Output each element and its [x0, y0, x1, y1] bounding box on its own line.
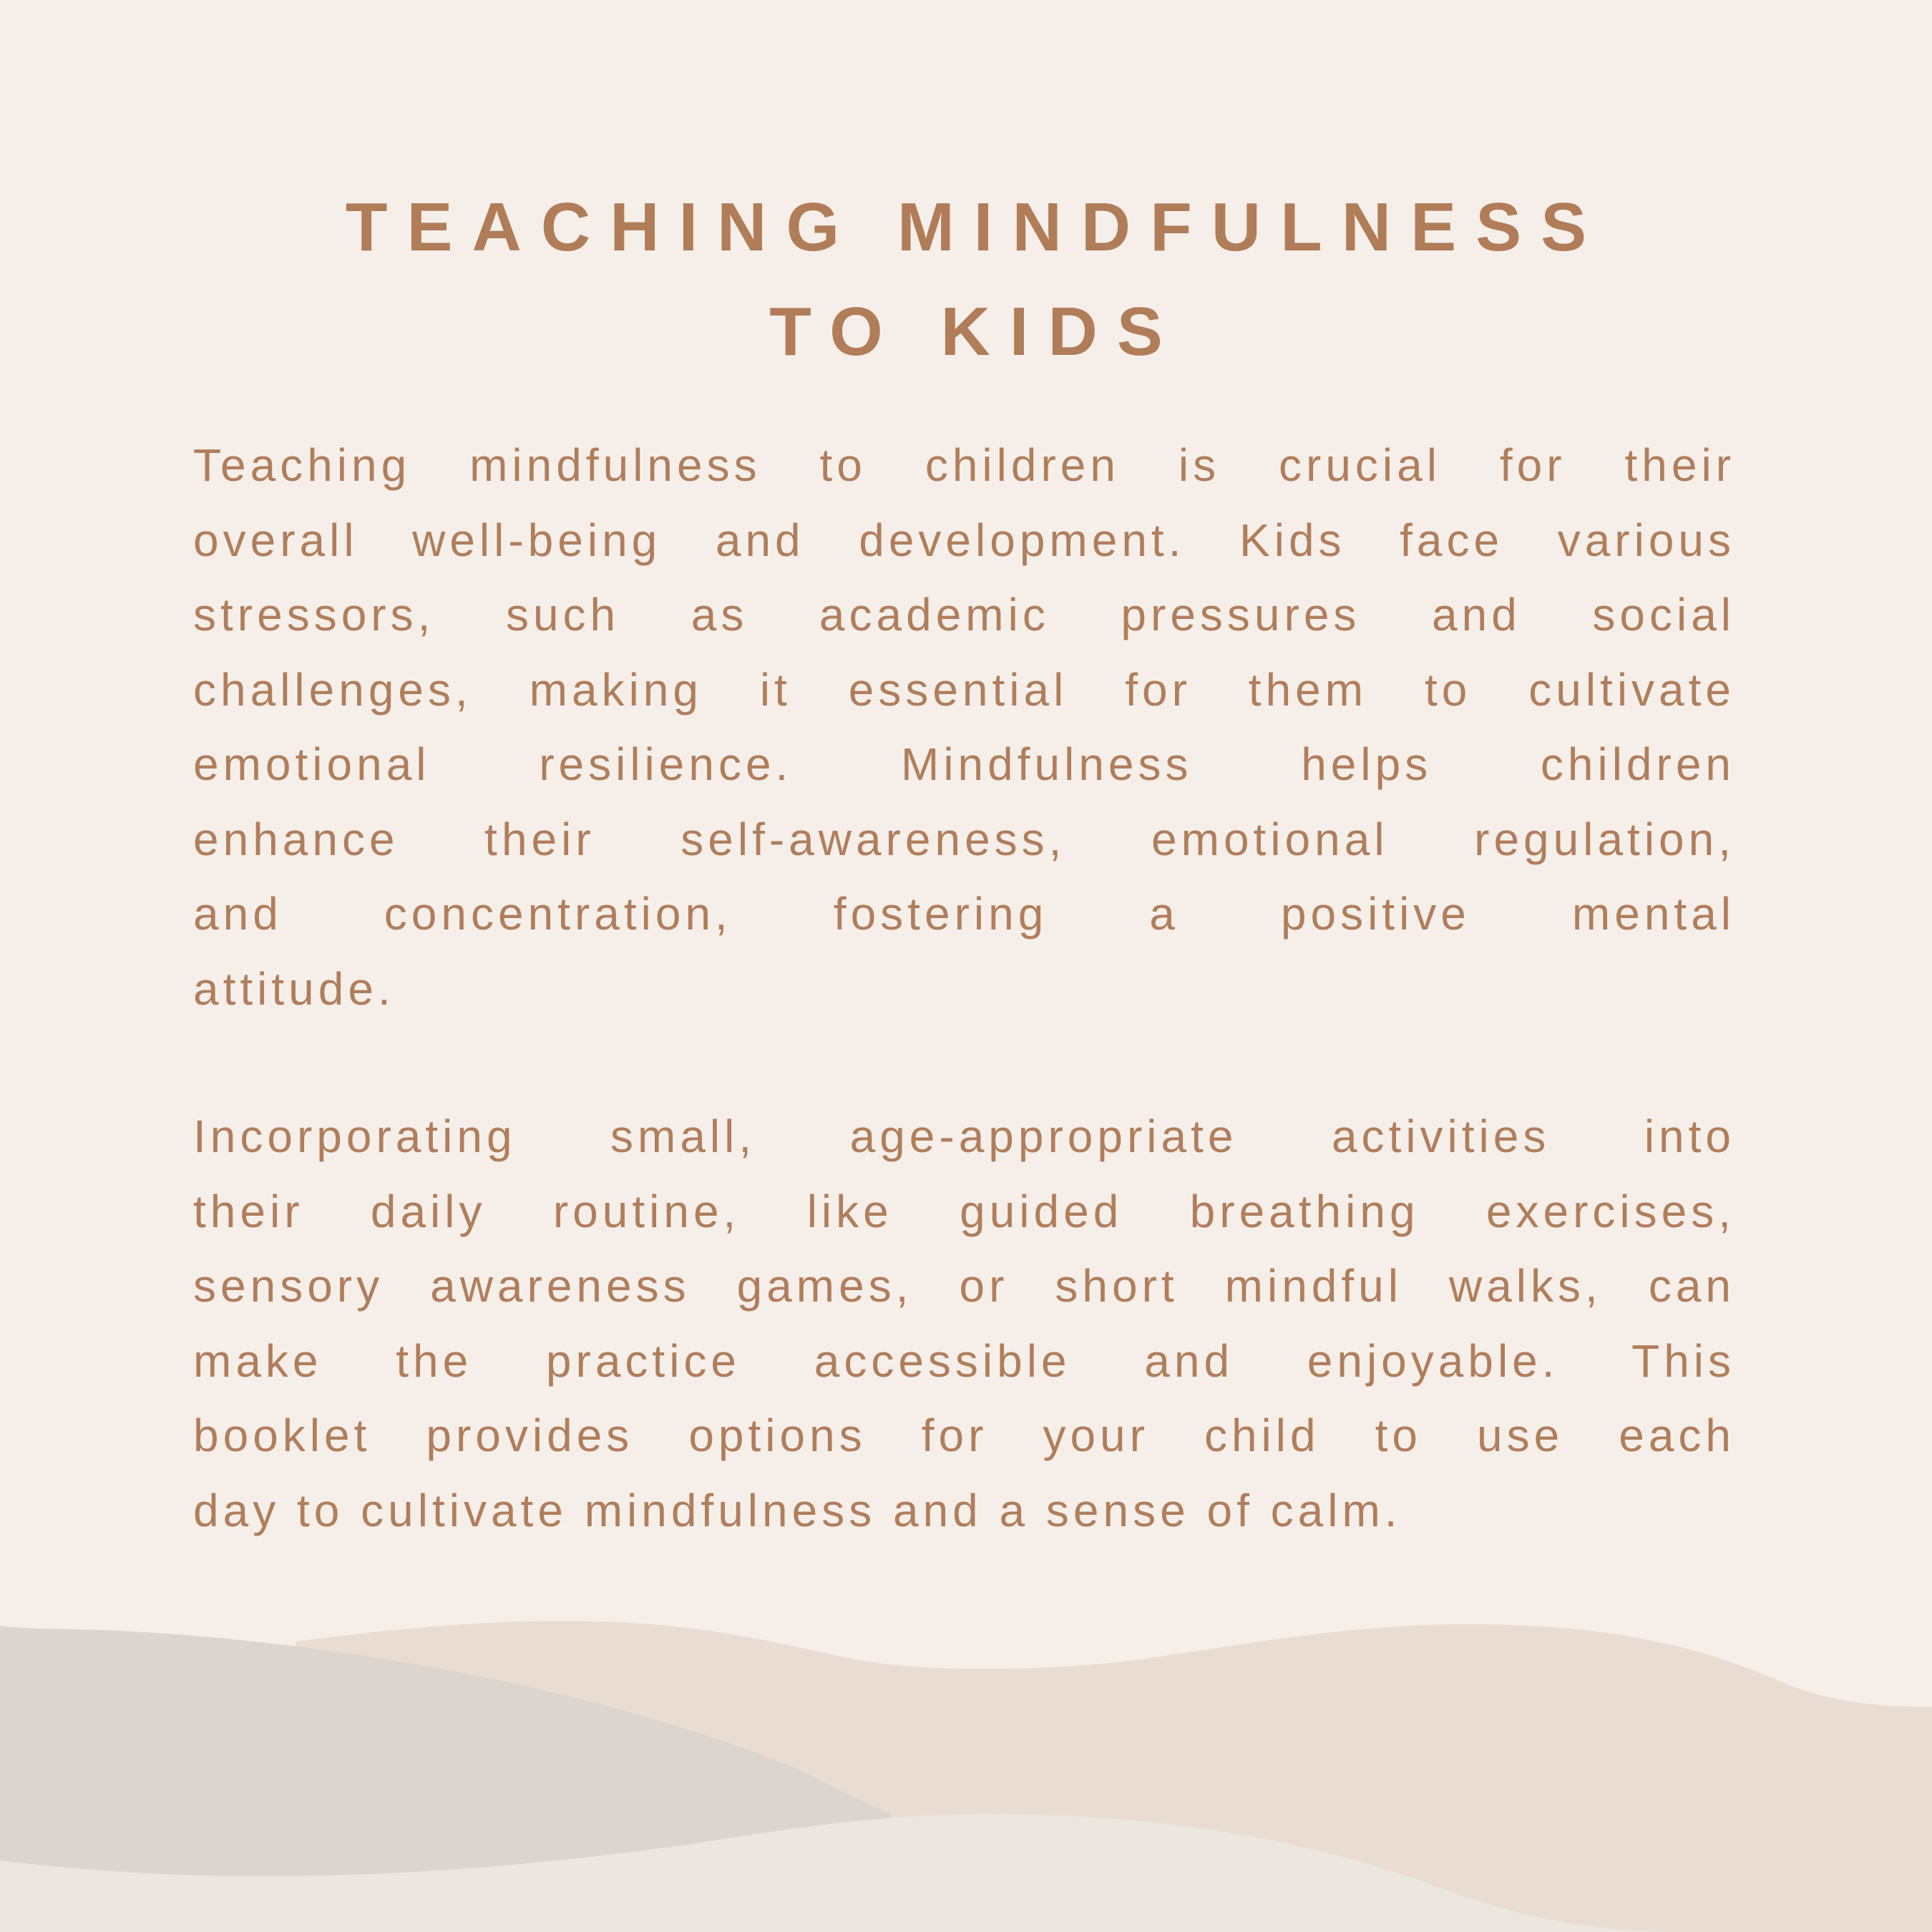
text-line: attitude.: [193, 962, 395, 1015]
paragraph-intro: [193, 428, 1735, 1026]
text-line: Teaching mindfulness to children is crucial for their: [193, 439, 1735, 491]
text-line: their daily routine, like guided breathing exercises,: [193, 1185, 1735, 1237]
text-line: challenges, making it essential for them to cultivate: [193, 663, 1735, 716]
text-line: sensory awareness games, or short mindful walks, can: [193, 1260, 1735, 1312]
paragraph-activities: [193, 1099, 1735, 1548]
text-line: booklet provides options for your child to use each: [193, 1410, 1735, 1461]
text-line: make the practice accessible and enjoyable. This: [193, 1335, 1735, 1387]
title-line-1: TEACHING MINDFULNESS: [345, 189, 1606, 265]
title-line-2: TO KIDS: [769, 293, 1182, 370]
text-line: enhance their self-awareness, emotional regulation,: [193, 813, 1735, 865]
text-line: emotional resilience. Mindfulness helps children: [193, 738, 1735, 790]
text-line: and concentration, fostering a positive mental: [193, 888, 1735, 940]
text-line: day to cultivate mindfulness and a sense of calm.: [193, 1484, 1402, 1536]
text-line: overall well-being and development. Kids face various: [193, 514, 1735, 566]
text-line: stressors, such as academic pressures and social: [193, 589, 1735, 640]
page-title: [0, 175, 1932, 384]
text-line: Incorporating small, age-appropriate activities into: [193, 1111, 1735, 1162]
